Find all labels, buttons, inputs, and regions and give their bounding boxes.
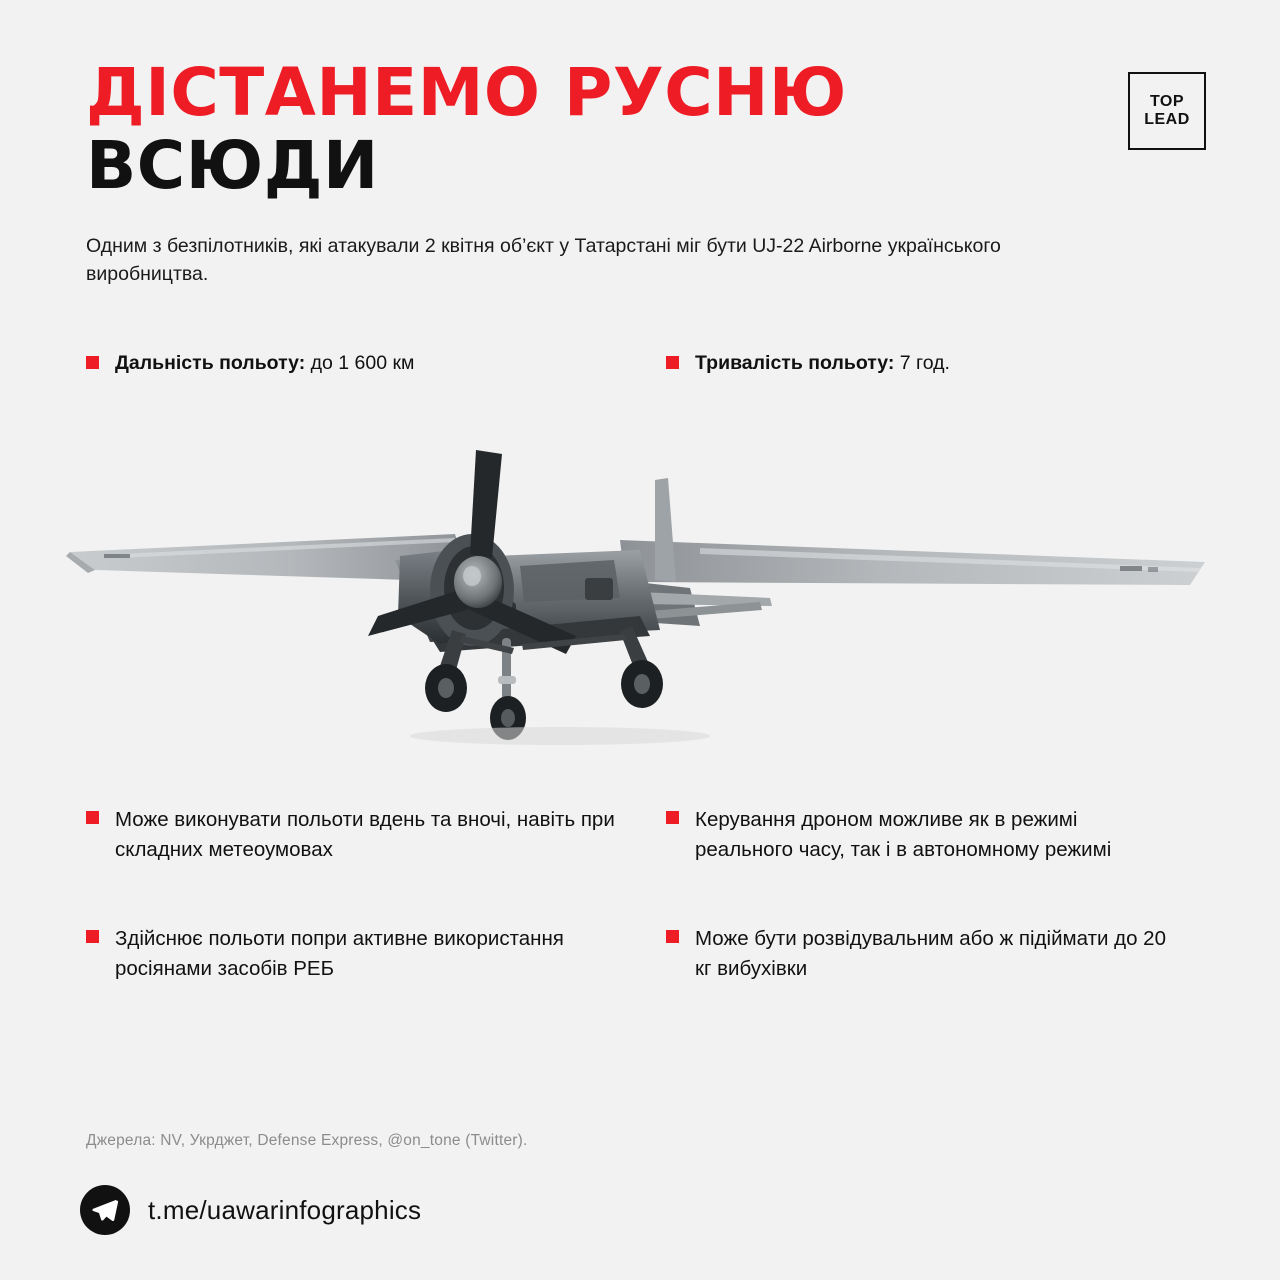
feature-item xyxy=(666,805,1166,866)
channel-name: t.me/uawarinfographics xyxy=(148,1194,422,1225)
spec-value: до 1 600 км xyxy=(305,352,415,374)
feature-text: Здійснює польоти попри активне використання росіянами засобів РЕБ xyxy=(115,926,564,980)
feature-item xyxy=(86,924,666,985)
feature-grid xyxy=(86,805,1196,1042)
feature-text: Може виконувати польоти вдень та вночі, навіть при складних метеоумовах xyxy=(115,808,615,862)
spec-value: 7 год. xyxy=(894,352,950,374)
uj-22-airborne-drone-photo xyxy=(0,430,1280,770)
subtitle-text: Одним з безпілотників, які атакували 2 квітня об’єкт у Татарстані міг бути UJ-22 Airborne українського виробництва. xyxy=(86,235,1001,286)
square-bullet-icon xyxy=(86,811,99,824)
feature-text: Може бути розвідувальним або ж підіймати до 20 кг вибухівки xyxy=(695,926,1166,980)
square-bullet-icon xyxy=(666,930,679,943)
logo-line-1: TOP xyxy=(1149,93,1185,111)
square-bullet-icon xyxy=(86,930,99,943)
feature-text: Керування дроном можливе як в режимі реального часу, так і в автономному режимі xyxy=(695,808,1112,862)
square-bullet-icon xyxy=(86,356,99,369)
feature-item xyxy=(86,805,666,866)
feature-item xyxy=(666,924,1166,985)
square-bullet-icon xyxy=(666,356,679,369)
logo-line-2: LEAD xyxy=(1144,111,1190,128)
telegram-channel-link[interactable] xyxy=(80,1185,421,1235)
telegram-icon xyxy=(80,1185,130,1235)
spec-flight-duration xyxy=(666,350,950,376)
square-bullet-icon xyxy=(666,811,679,824)
page-title xyxy=(86,54,966,204)
spec-flight-range xyxy=(86,350,666,376)
spec-label: Дальність польоту: xyxy=(115,352,306,374)
feature-row xyxy=(86,924,1196,985)
sources-text: Джерела: NV, Укрджет, Defense Express, @on_tone (Twitter). xyxy=(86,1132,528,1149)
spec-label: Тривалість польоту: xyxy=(695,352,895,374)
drone-illustration xyxy=(0,430,1280,770)
title-line-2: ВСЮДИ xyxy=(86,126,379,204)
feature-row xyxy=(86,805,1196,866)
spec-row xyxy=(86,350,1196,376)
title-line-1: ДІСТАНЕМО РУСНЮ xyxy=(86,54,847,131)
toplead-logo xyxy=(1128,72,1206,150)
